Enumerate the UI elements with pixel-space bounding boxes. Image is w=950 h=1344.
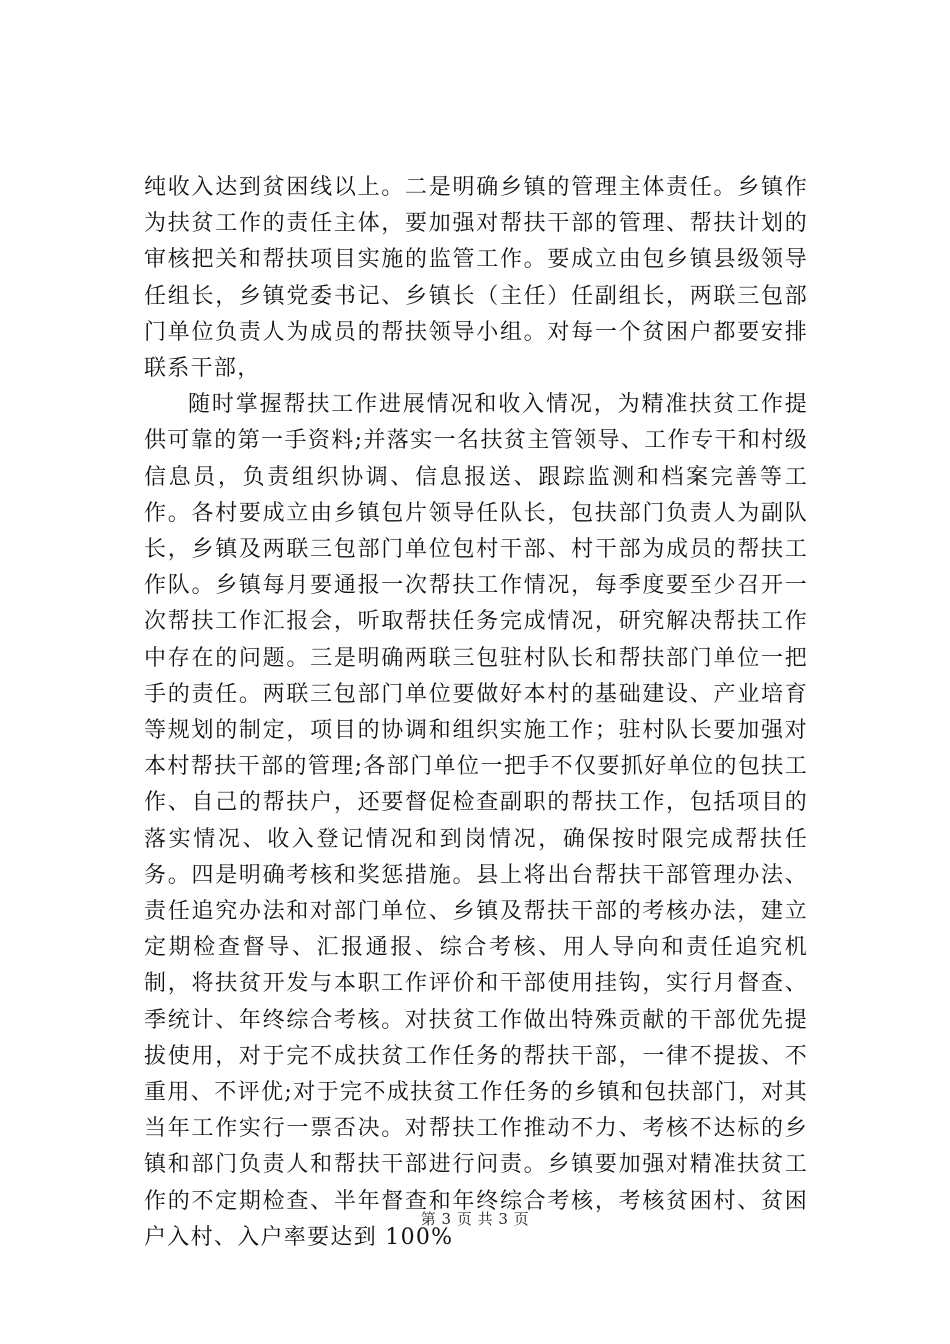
paragraph-continuation: 纯收入达到贫困线以上。二是明确乡镇的管理主体责任。乡镇作为扶贫工作的责任主体，要加强对帮扶干部的管理、帮扶计划的审核把关和帮扶项目实施的监管工作。要成立由包乡镇县级领导任组长，乡镇党委书记、乡镇长（主任）任副组长，两联三包部门单位负责人为成员的帮扶领导小组。对每一个贫困户都要安排联系干部， [144,175,808,382]
page-number-footer: 第 3 页 共 3 页 [420,1210,530,1228]
paragraph-main: 随时掌握帮扶工作进展情况和收入情况，为精准扶贫工作提供可靠的第一手资料;并落实一名扶贫主管领导、工作专干和村级信息员，负责组织协调、信息报送、跟踪监测和档案完善等工作。各村要成立由乡镇包片领导任队长，包扶部门负责人为副队长，乡镇及两联三包部门单位包村干部、村干部为成员的帮扶工作队。乡镇每月要通报一次帮扶工作情况，每季度要至少召开一次帮扶工作汇报会，听取帮扶任务完成情况，研究解决帮扶工作中存在的问题。三是明确两联三包驻村队长和帮扶部门单位一把手的责任。两联三包部门单位要做好本村的基础建设、产业培育等规划的制定，项目的协调和组织实施工作；驻村队长要加强对本村帮扶干部的管理;各部门单位一把手不仅要抓好单位的包扶工作、自己的帮扶户，还要督促检查副职的帮扶工作，包括项目的落实情况、收入登记情况和到岗情况，确保按时限完成帮扶任务。四是明确考核和奖惩措施。县上将出台帮扶干部管理办法、责任追究办法和对部门单位、乡镇及帮扶干部的考核办法，建立定期检查督导、汇报通报、综合考核、用人导向和责任追究机制，将扶贫开发与本职工作评价和干部使用挂钩，实行月督查、季统计、年终综合考核。对扶贫工作做出特殊贡献的干部优先提拔使用，对于完不成扶贫工作任务的帮扶干部，一律不提拔、不重用、不评优;对于完不成扶贫工作任务的乡镇和包扶部门，对其当年工作实行一票否决。对帮扶工作推动不力、考核不达标的乡镇和部门负责人和帮扶干部进行问责。乡镇要加强对精准扶贫工作的不定期检查、半年督查和年终综合考核，考核贫困村、贫困户入村、入户率要达到 100% [144,392,808,1250]
document-body [144,170,808,1256]
